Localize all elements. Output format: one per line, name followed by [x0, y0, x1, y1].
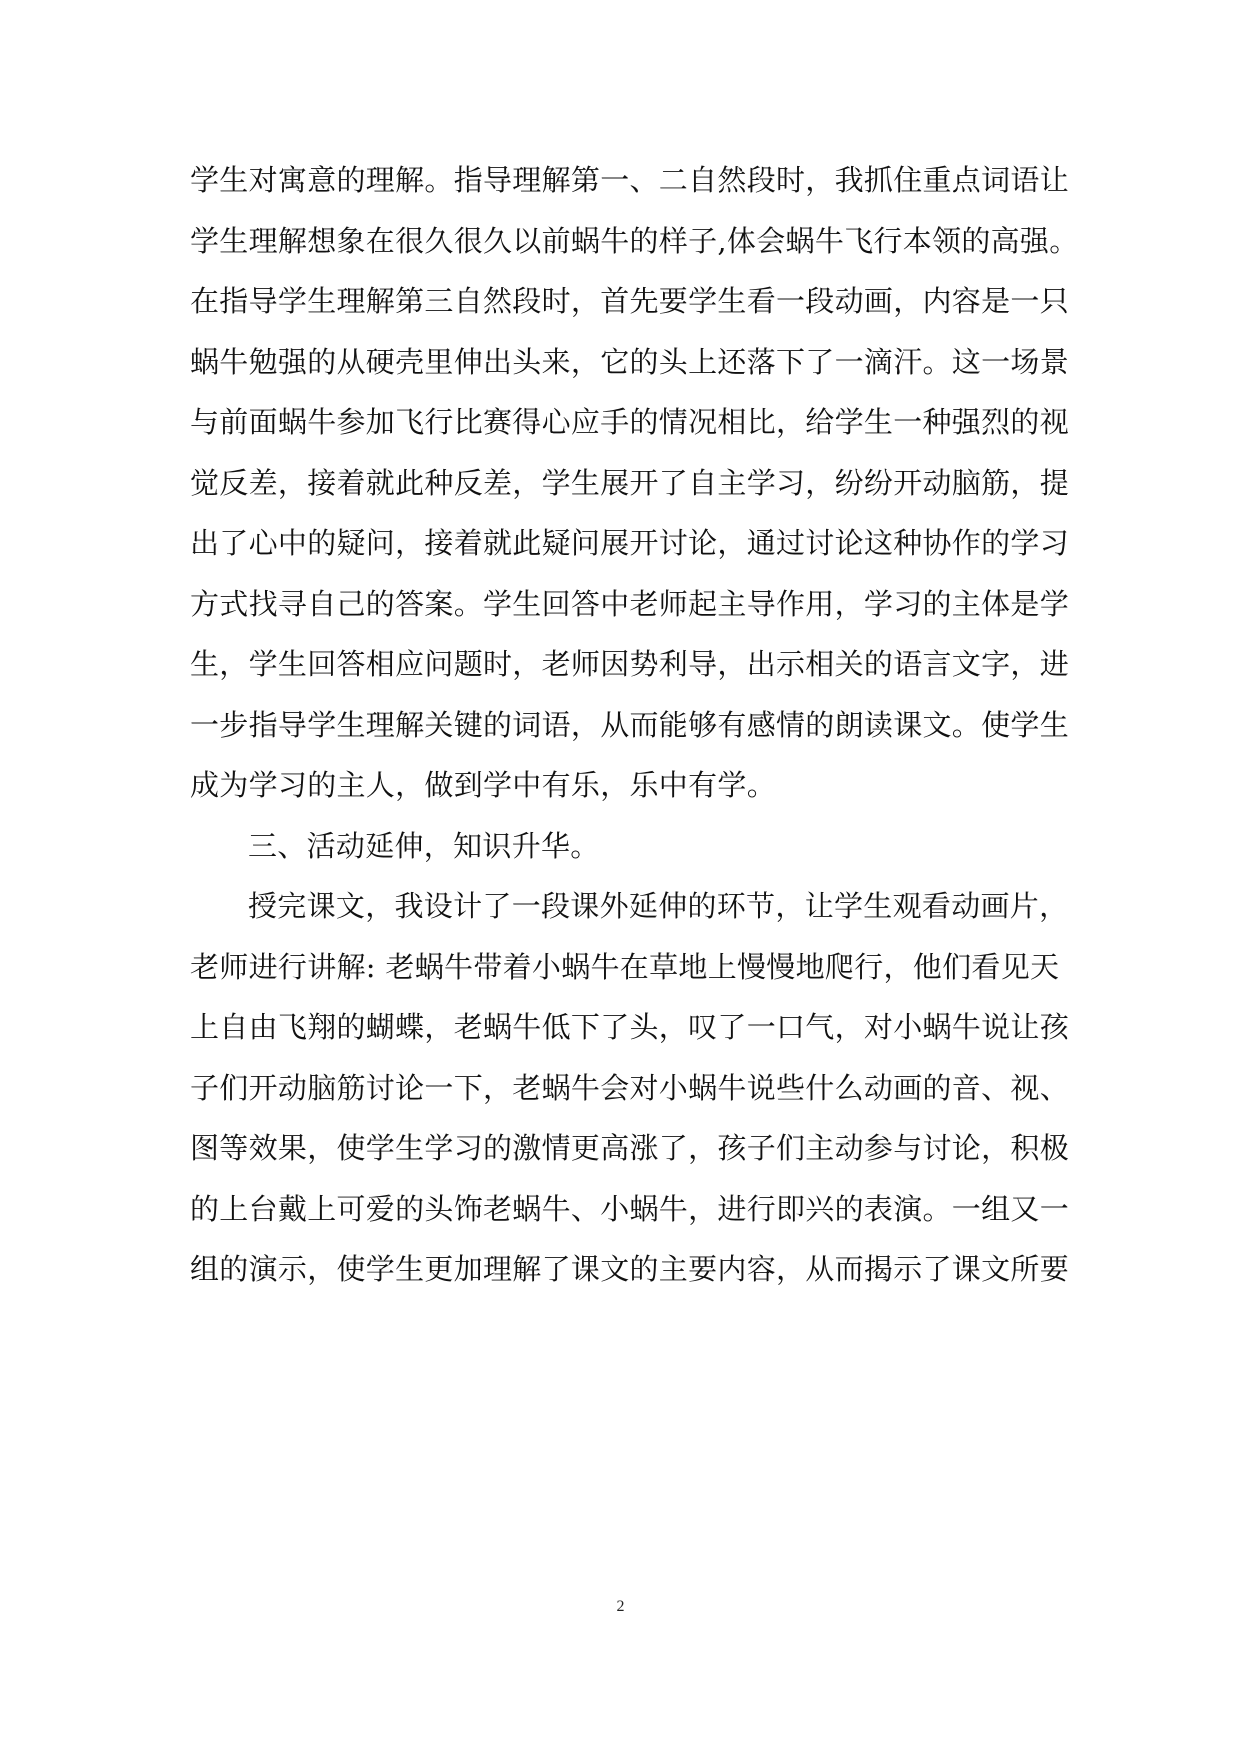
- section-heading: 三、活动延伸，知识升华。: [248, 828, 600, 863]
- text-line: 老师进行讲解: 老蜗牛带着小蜗牛在草地上慢慢地爬行，他们看见天: [190, 949, 1060, 984]
- text-line: 觉反差，接着就此种反差，学生展开了自主学习，纷纷开动脑筋，提: [190, 465, 1070, 500]
- text-line: 子们开动脑筋讨论一下，老蜗牛会对小蜗牛说些什么动画的音、视、: [190, 1070, 1070, 1105]
- text-line: 组的演示，使学生更加理解了课文的主要内容，从而揭示了课文所要: [190, 1252, 1070, 1286]
- text-line: 方式找寻自己的答案。学生回答中老师起主导作用，学习的主体是学: [190, 586, 1070, 621]
- body-text: [190, 150, 1090, 1300]
- text-line: 的上台戴上可爱的头饰老蜗牛、小蜗牛，进行即兴的表演。一组又一: [190, 1191, 1070, 1226]
- text-line: 蜗牛勉强的从硬壳里伸出头来，它的头上还落下了一滴汗。这一场景: [190, 344, 1070, 379]
- text-line: 出了心中的疑问，接着就此疑问展开讨论，通过讨论这种协作的学习: [190, 526, 1070, 560]
- text-line: 生，学生回答相应问题时，老师因势利导，出示相关的语言文字，进: [190, 647, 1070, 681]
- text-line: 授完课文，我设计了一段课外延伸的环节，让学生观看动画片，: [248, 889, 1069, 923]
- text-line: 成为学习的主人，做到学中有乐，乐中有学。: [190, 768, 777, 802]
- page-number: 2: [616, 1598, 625, 1615]
- text-line: 一步指导学生理解关键的词语，从而能够有感情的朗读课文。使学生: [190, 707, 1070, 742]
- text-line: 上自由飞翔的蝴蝶，老蜗牛低下了头，叹了一口气，对小蜗牛说让孩: [190, 1010, 1070, 1044]
- text-line: 学生对寓意的理解。指导理解第一、二自然段时，我抓住重点词语让: [190, 163, 1070, 197]
- text-line: 学生理解想象在很久很久以前蜗牛的样子,体会蜗牛飞行本领的高强。: [190, 223, 1079, 258]
- text-line: 图等效果，使学生学习的激情更高涨了，孩子们主动参与讨论，积极: [190, 1131, 1070, 1165]
- text-line: 与前面蜗牛参加飞行比赛得心应手的情况相比，给学生一种强烈的视: [190, 405, 1070, 439]
- text-line: 在指导学生理解第三自然段时，首先要学生看一段动画，内容是一只: [190, 284, 1070, 318]
